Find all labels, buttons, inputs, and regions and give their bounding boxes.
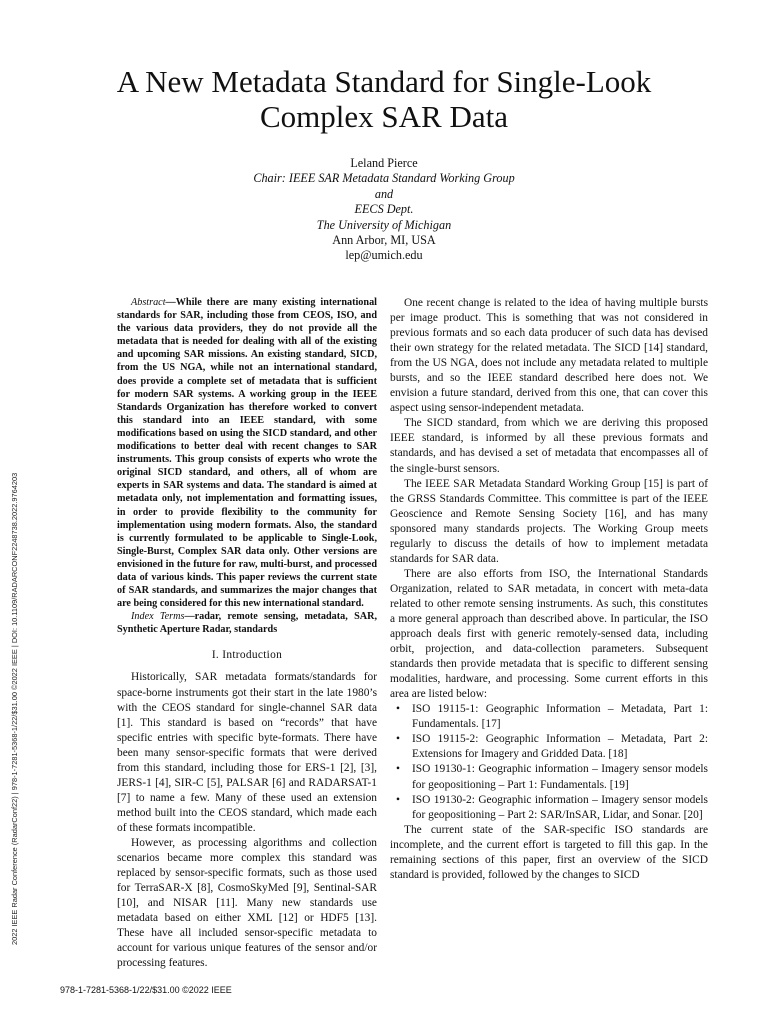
- paragraph: However, as processing algorithms and collection scenarios became more complex this standard was replaced by sensor-specific formats, such as those used for TerraSAR-X [8], CosmoSkyMed [9], Sentinal-SAR [10], and NISAR [11]. Many new standards use metadata based on either XML [12] or HDF5 [13]. These have all included sensor-specific metadata to account for various unique features of the sensor and/or processing features.: [117, 837, 377, 970]
- author-and: and: [374, 186, 394, 201]
- title-line-2: Complex SAR Data: [260, 99, 508, 134]
- abstract: [117, 296, 377, 610]
- iso-standards-list: [390, 702, 708, 822]
- abstract-text: —While there are many existing international standards for SAR, including those from CEOS, ISO, and the various data providers, they do not provide all the metadata that is needed for dealing with all of the existing and upcoming SAR missions. An existing standard, SICD, from the US NGA, while not an international standard, does provide a complete set of metadata that is sufficient for modern SAR systems. A working group in the IEEE Standards Organization has therefore worked to convert this standard into an IEEE standard, with some modifications based on using the SICD standard, and other modifications to better deal with recent changes to SAR instruments. This group consists of experts who wrote the original SICD standard, and others, all of whom are experts in SAR systems and data. The standard is aimed at metadata only, not implementation and formatting issues, in order to provide flexibility to the community for implementation using modern formats. Also, the standard is currently formulated to be applicable to Single-Look, Single-Burst, Complex SAR data only. Other versions are envisioned in the future for raw, multi-burst, and processed data of various kinds. This paper reviews the current state of SAR standards, and summarizes the major changes that are being considered for this new international standard.: [117, 297, 377, 610]
- paragraph: Historically, SAR metadata formats/standards for space-borne instruments got their start in the late 1980’s with the CEOS standard for single-channel SAR data [1]. This standard is based on “records” that have specific entries with specific byte-formats. There have been many sensor-specific formats that were derived from this standard, including those for ERS-1 [2], [3], JERS-1 [4], SIR-C [5], PALSAR [6] and RADARSAT-1 [7] to name a few. Many of these used an extension method built into the CEOS standard, which made each of these formats incompatible.: [117, 671, 377, 834]
- abstract-label: Abstract: [131, 297, 166, 308]
- author-email: lep@umich.edu: [345, 248, 423, 263]
- index-terms: [117, 610, 377, 636]
- title-line-1: A New Metadata Standard for Single-Look: [116, 64, 652, 99]
- author-block: [120, 156, 648, 264]
- paragraph: The current state of the SAR-specific ISO standards are incomplete, and the current effort is targeted to fill this gap. In the remaining sections of this paper, first an overview of the SICD standard is provided, followed by the changes to SICD: [390, 823, 708, 881]
- left-column: [117, 296, 377, 971]
- list-item: • ISO 19115-1: Geographic Information – Metadata, Part 1: Fundamentals. [17]: [390, 702, 708, 732]
- list-item: • ISO 19130-2: Geographic information – Imagery sensor models for geopositioning – Part 2: SAR/InSAR, Lidar, and Sonar. [20]: [390, 793, 708, 823]
- paragraph: There are also efforts from ISO, the International Standards Organization, related to SAR metadata, in concert with meta-data related to other remote sensing instruments. As such, this constitutes a more general approach than described above. In particular, the ISO approach deals first with generic remotely-sensed data, including orbit, projection, and data-collection parameters. Subsequent standards then provide metadata that is specific to different sensing modalities, hardware, and processing. Some current efforts in this area are listed below:: [390, 567, 708, 701]
- copyright-footer: 978-1-7281-5368-1/22/$31.00 ©2022 IEEE: [60, 985, 232, 995]
- paragraph: The SICD standard, from which we are deriving this proposed IEEE standard, is informed by all these previous formats and standards, and has devised a set of metadata that encompasses all of the single-burst sensors.: [390, 417, 708, 475]
- author-name: Leland Pierce: [350, 156, 418, 170]
- section-heading-introduction: I. Introduction: [211, 649, 283, 662]
- paragraph: One recent change is related to the idea of having multiple bursts per image product. This is something that was not considered in previous formats and so each data producer of such data has devised their own strategy for the related metadata. The SICD [14] standard, from the US NGA, does not include any metadata related to multiple bursts, and so the IEEE standard described here does not. We envision a future standard, derived from this one, that can cover this aspect using sensor-independent metadata.: [390, 297, 708, 415]
- list-item: • ISO 19115-2: Geographic Information – Metadata, Part 2: Extensions for Imagery and Gridded Data. [18]: [390, 732, 708, 762]
- author-dept: EECS Dept.: [354, 202, 414, 217]
- right-column: [390, 296, 708, 883]
- paragraph: The IEEE SAR Metadata Standard Working Group [15] is part of the GRSS Standards Committee. This committee is part of the IEEE Geoscience and Remote Sensing Society [16], and has many sponsored many standards projects. The Working Group meets regularly to discuss the details of how to implement metadata standards for SAR data.: [390, 477, 708, 565]
- author-university: The University of Michigan: [316, 217, 452, 232]
- conference-sidebar: [0, 0, 20, 1024]
- index-terms-label: Index Terms: [131, 611, 185, 623]
- sidebar-citation: 2022 IEEE Radar Conference (RadarConf22) | 978-1-7281-5368-1/22/$31.00 ©2022 IEEE | DOI: 10.1109/RADARCONF2248738.2022.9764203: [10, 472, 19, 945]
- author-city: Ann Arbor, MI, USA: [332, 233, 436, 248]
- paper-title: [60, 64, 708, 134]
- list-item: • ISO 19130-1: Geographic information – Imagery sensor models for geopositioning – Part 1: Fundamentals. [19]: [390, 762, 708, 792]
- author-role: Chair: IEEE SAR Metadata Standard Working Group: [253, 171, 515, 186]
- index-terms-text: —radar, remote sensing, metadata, SAR, Synthetic Aperture Radar, standards: [117, 611, 378, 636]
